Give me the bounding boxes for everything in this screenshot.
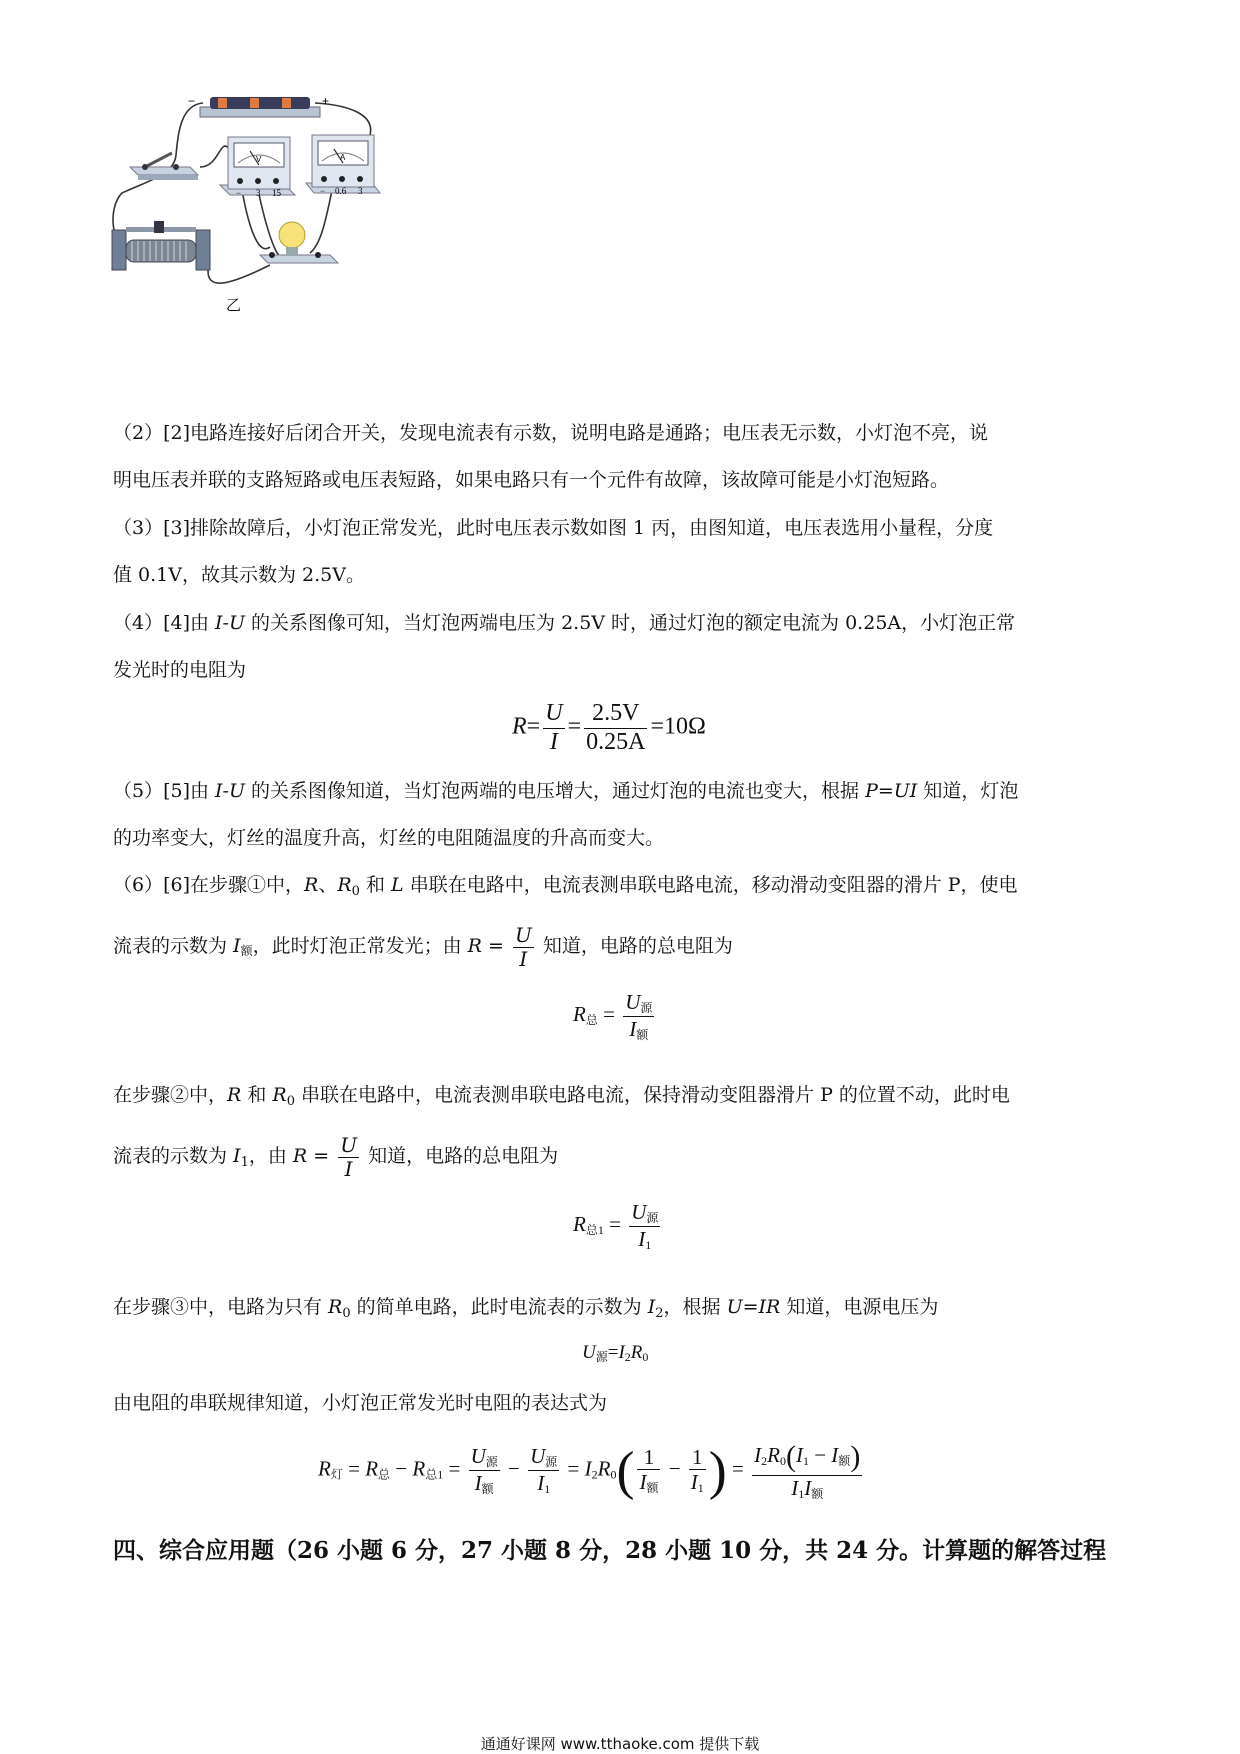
- eq5-f1-den-i: I: [474, 1471, 482, 1496]
- eq2-den: [623, 1016, 654, 1043]
- voltmeter-terminal-minus: −: [236, 188, 242, 198]
- p8-r0-sub: 0: [342, 1306, 351, 1321]
- p4-text-b: 的关系图像可知，当灯泡两端电压为 2.5V 时，通过灯泡的额定电流为 0.25A，小灯泡正常: [245, 612, 1016, 634]
- eq1-fraction-values: [584, 700, 647, 756]
- eq5-i2: I: [584, 1456, 592, 1481]
- eq5-f2-num-sub: 源: [545, 1455, 558, 1470]
- equation-lamp-resistance: [318, 1440, 865, 1501]
- eq5-fd-irated: I: [804, 1475, 812, 1500]
- eq4-equals: =: [607, 1342, 619, 1363]
- p8-text-d: 知道，电源电压为: [780, 1296, 939, 1318]
- p6-i-sub: 额: [240, 944, 253, 958]
- p7-text-b: 和: [241, 1084, 273, 1106]
- eq1-den-current: 0.25A: [586, 728, 646, 755]
- p7-text-e: ，由: [248, 1145, 293, 1167]
- eq3-den-i: I: [638, 1226, 646, 1251]
- p8-text-c: ，根据: [663, 1296, 727, 1318]
- eq5-f4-den-sub: 1: [697, 1481, 704, 1496]
- eq5-rt1: R: [412, 1456, 426, 1481]
- eq2-equals: =: [597, 1002, 621, 1027]
- eq5-f1-den: [469, 1470, 500, 1497]
- equation-resistance: [512, 700, 706, 756]
- p7-text-d: 流表的示数为: [113, 1145, 234, 1167]
- paragraph-3: [113, 505, 1128, 599]
- eq5-fn-paren-left: (: [785, 1440, 796, 1473]
- rheostat: [112, 221, 210, 270]
- eq4-r-sub: 0: [642, 1350, 649, 1364]
- eq1-result: =10Ω: [650, 713, 706, 740]
- p6-text-d: 流表的示数为: [113, 935, 234, 957]
- eq5-f1-num: [469, 1444, 500, 1470]
- eq5-fd-irated-sub: 额: [811, 1486, 824, 1501]
- eq5-fd-i1: I: [791, 1475, 799, 1500]
- equation-total-resistance: [573, 990, 657, 1043]
- p7-frac-r: R: [292, 1145, 308, 1167]
- p5-pui: P=UI: [865, 780, 918, 802]
- p6-frac-num: U: [514, 922, 532, 947]
- paragraph-4: [113, 600, 1128, 694]
- eq5-fn-paren-right: ): [850, 1440, 861, 1473]
- eq1-num-voltage: 2.5V: [592, 700, 640, 726]
- voltmeter-terminal-3: 3: [256, 188, 261, 198]
- eq5-rl-sub: 灯: [330, 1467, 343, 1482]
- paragraph-4-line-1: [113, 600, 1128, 647]
- p6-text-c: 串联在电路中，电流表测串联电路电流，移动滑动变阻器的滑片 P，使电: [403, 874, 1018, 896]
- p8-text-b: 的简单电路，此时电流表的示数为: [350, 1296, 648, 1318]
- p7-r0-sub: 0: [286, 1094, 296, 1109]
- eq2-den-sub: 额: [636, 1027, 649, 1042]
- p7-text-c: 串联在电路中，电流表测串联电路电流，保持滑动变阻器滑片 P 的位置不动，此时电: [295, 1084, 1010, 1106]
- battery-minus-label: −: [188, 95, 196, 108]
- page-footer: 通通好课网 www.tthaoke.com 提供下载: [480, 1735, 760, 1753]
- figure-caption: 乙: [226, 296, 242, 314]
- eq2-r: R: [573, 1002, 586, 1027]
- paragraph-9: [113, 1380, 1128, 1427]
- p6-i: I: [233, 935, 241, 957]
- eq5-f2-num: [528, 1444, 559, 1470]
- p7-r: R: [227, 1084, 242, 1106]
- eq5-rt: R: [365, 1456, 379, 1481]
- paragraph-2: [113, 410, 1128, 504]
- paragraph-6-line-2: [113, 923, 1128, 975]
- p7-text-a: 在步骤②中，: [113, 1084, 228, 1106]
- eq2-num-u: U: [625, 990, 641, 1014]
- p6-frac-r: R: [467, 935, 482, 957]
- voltmeter-terminal-15: 15: [272, 188, 281, 198]
- p6-r0-sub: 0: [351, 884, 360, 899]
- eq5-fn-i2: I: [754, 1443, 762, 1468]
- p5-text-c: 知道，灯泡: [917, 780, 1019, 802]
- paragraph-5: [113, 768, 1128, 862]
- eq5-fraction-1: [469, 1444, 500, 1497]
- p8-i2-sub: 2: [655, 1306, 664, 1321]
- eq1-fraction-ui: [543, 700, 564, 756]
- p6-r0: R: [337, 874, 352, 896]
- eq5-f4-num: 1: [692, 1445, 703, 1470]
- eq4-r: R: [630, 1342, 643, 1363]
- eq5-equals-3: =: [562, 1456, 585, 1481]
- eq4-i-sub: 2: [624, 1350, 631, 1364]
- eq5-rt1-sub: 总1: [425, 1467, 444, 1482]
- ammeter-terminal-minus: −: [320, 186, 326, 196]
- p7-fraction: [338, 1134, 359, 1181]
- eq2-den-i: I: [629, 1016, 637, 1041]
- eq3-fraction: [629, 1200, 660, 1253]
- eq5-r0-sub: 0: [610, 1467, 617, 1482]
- eq5-fd-i1-sub: 1: [798, 1486, 805, 1501]
- p7-r0: R: [272, 1084, 287, 1106]
- p5-text-a: （5）[5]由: [113, 780, 216, 802]
- eq1-equals: =: [526, 713, 541, 740]
- eq5-f4-den: [689, 1469, 706, 1496]
- p7-i1: I: [233, 1145, 241, 1167]
- eq5-fraction-final: [752, 1440, 862, 1501]
- eq5-final-den: [752, 1475, 862, 1502]
- p6-text-g: 知道，电路的总电阻为: [536, 935, 733, 957]
- paragraph-3-line-1: （3）[3]排除故障后，小灯泡正常发光，此时电压表示数如图 1 丙，由图知道，电压表选用小量程，分度: [113, 517, 994, 539]
- p6-l: L: [391, 874, 404, 896]
- paragraph-7: [113, 1072, 1128, 1186]
- eq5-minus-1: −: [390, 1456, 413, 1481]
- ammeter-terminal-3: 3: [358, 186, 363, 196]
- eq5-minus-2: −: [502, 1456, 526, 1481]
- paragraph-7-line-2: [113, 1133, 1128, 1186]
- eq5-f3-den: [637, 1469, 660, 1496]
- eq5-final-num: [752, 1440, 862, 1475]
- eq3-r-sub: 总1: [585, 1223, 604, 1238]
- eq5-f1-num-u: U: [470, 1444, 486, 1469]
- eq5-f4-den-i: I: [690, 1470, 698, 1495]
- eq2-r-sub: 总: [585, 1013, 598, 1028]
- paragraph-6-line-1: [113, 862, 1128, 915]
- eq5-fraction-2: [528, 1444, 559, 1497]
- p7-text-f: 知道，电路的总电阻为: [362, 1145, 559, 1167]
- eq3-num: [629, 1200, 660, 1226]
- eq5-paren-right: ): [708, 1440, 727, 1501]
- p4-text-a: （4）[4]由: [113, 612, 216, 634]
- eq5-f1-den-sub: 额: [481, 1482, 494, 1497]
- voltmeter: [220, 137, 295, 198]
- eq2-num: [623, 990, 654, 1016]
- section-heading: 四、综合应用题（26 小题 6 分，27 小题 8 分，28 小题 10 分，共 24 分。计算题的解答过程: [113, 1537, 1107, 1564]
- p6-text-b: 和: [359, 874, 392, 896]
- equation-source-voltage: [582, 1342, 648, 1365]
- p6-fraction: [513, 924, 534, 971]
- paragraph-4-line-2: 发光时的电阻为: [113, 659, 247, 681]
- eq2-fraction: [623, 990, 654, 1043]
- eq5-fn-i1: I: [795, 1443, 803, 1468]
- ammeter-symbol: A: [340, 153, 346, 162]
- eq5-fn-i1-sub: 1: [802, 1454, 809, 1469]
- eq5-f2-num-u: U: [530, 1444, 546, 1469]
- eq5-fraction-4: [689, 1445, 706, 1496]
- eq5-fn-i2-sub: 2: [761, 1454, 768, 1469]
- eq5-equals-1: =: [342, 1456, 366, 1481]
- paragraph-6: [113, 862, 1128, 975]
- eq4-i: I: [618, 1342, 625, 1363]
- p6-text-a: （6）[6]在步骤①中，: [113, 874, 305, 896]
- paragraph-8-line-1: [113, 1284, 1128, 1337]
- paragraph-2-line-2: 明电压表并联的支路短路或电压表短路，如果电路只有一个元件有故障，该故障可能是小灯泡短路。: [113, 469, 950, 491]
- p6-text-f: ，此时灯泡正常发光；由: [252, 935, 468, 957]
- eq3-r: R: [573, 1212, 586, 1237]
- eq5-fn-r0: R: [767, 1443, 780, 1468]
- eq5-f3-den-i: I: [639, 1470, 647, 1495]
- eq3-num-sub: 源: [646, 1211, 659, 1225]
- eq5-f2-den: [528, 1470, 559, 1497]
- eq3-den-sub: 1: [645, 1237, 652, 1252]
- p4-iu: I-U: [215, 612, 245, 634]
- eq5-f2-den-sub: 1: [544, 1482, 551, 1497]
- ammeter: [306, 135, 380, 196]
- paragraph-5-line-2: 的功率变大，灯丝的温度升高，灯丝的电阻随温度的升高而变大。: [113, 827, 665, 849]
- paragraph-8: [113, 1284, 1128, 1337]
- paragraph-9-line-1: 由电阻的串联规律知道，小灯泡正常发光时电阻的表达式为: [113, 1392, 608, 1414]
- paragraph-7-line-1: [113, 1072, 1128, 1125]
- eq5-f2-den-i: I: [537, 1471, 545, 1496]
- p7-i1-sub: 1: [240, 1155, 249, 1170]
- eq5-fn-r0-sub: 0: [779, 1454, 786, 1469]
- paragraph-3-line-2: 值 0.1V，故其示数为 2.5V。: [113, 564, 365, 586]
- eq4-u-sub: 源: [595, 1350, 608, 1364]
- eq5-r0: R: [597, 1456, 611, 1481]
- battery-plus-label: +: [322, 95, 330, 108]
- p8-uir: U=IR: [726, 1296, 781, 1318]
- eq5-fn-irated: I: [831, 1443, 839, 1468]
- eq3-num-u: U: [631, 1200, 647, 1224]
- eq1-num-u: U: [545, 700, 563, 726]
- eq5-f3-num: 1: [643, 1445, 655, 1470]
- eq2-num-sub: 源: [640, 1001, 653, 1015]
- eq5-rt-sub: 总: [378, 1467, 391, 1482]
- p6-frac-eq: =: [481, 935, 510, 957]
- eq5-f1-num-sub: 源: [485, 1455, 498, 1470]
- p6-r: R: [304, 874, 319, 896]
- eq5-i2-sub: 2: [591, 1467, 598, 1482]
- p6-frac-den: I: [513, 947, 534, 971]
- circuit-figure: [110, 95, 390, 355]
- eq1-equals-2: =: [567, 713, 582, 740]
- p5-iu: I-U: [215, 780, 245, 802]
- paragraph-2-line-1: （2）[2]电路连接好后闭合开关，发现电流表有示数，说明电路是通路；电压表无示数，小灯泡不亮，说: [113, 422, 989, 444]
- eq3-equals: =: [603, 1212, 627, 1237]
- switch: [130, 153, 198, 180]
- p8-r0: R: [328, 1296, 343, 1318]
- voltmeter-symbol: V: [256, 155, 262, 164]
- eq5-paren-left: (: [616, 1440, 635, 1501]
- eq5-equals-4: =: [726, 1456, 750, 1481]
- p7-frac-num: U: [340, 1132, 358, 1157]
- eq5-f3-den-sub: 额: [646, 1481, 659, 1496]
- eq1-r: R: [512, 713, 527, 740]
- eq5-fraction-3: [637, 1445, 660, 1496]
- p7-frac-eq: =: [307, 1145, 336, 1167]
- p8-i2: I: [647, 1296, 656, 1318]
- eq4-u: U: [582, 1342, 596, 1363]
- eq5-rl: R: [318, 1456, 331, 1481]
- p7-frac-den: I: [338, 1157, 359, 1181]
- eq5-minus-3: −: [663, 1456, 686, 1481]
- paragraph-5-line-1: [113, 768, 1128, 815]
- eq1-den-i: I: [543, 728, 564, 757]
- equation-total-resistance-1: [573, 1200, 663, 1253]
- battery: [188, 95, 329, 117]
- eq3-den: [629, 1226, 660, 1253]
- p6-sep: 、: [318, 874, 338, 896]
- eq5-fn-irated-sub: 额: [838, 1454, 851, 1469]
- eq5-equals-2: =: [443, 1456, 466, 1481]
- ammeter-terminal-0.6: 0.6: [335, 186, 347, 196]
- p5-text-b: 的关系图像知道，当灯泡两端的电压增大，通过灯泡的电流也变大，根据: [245, 780, 866, 802]
- eq5-fn-minus: −: [808, 1443, 832, 1468]
- p8-text-a: 在步骤③中，电路为只有: [113, 1296, 329, 1318]
